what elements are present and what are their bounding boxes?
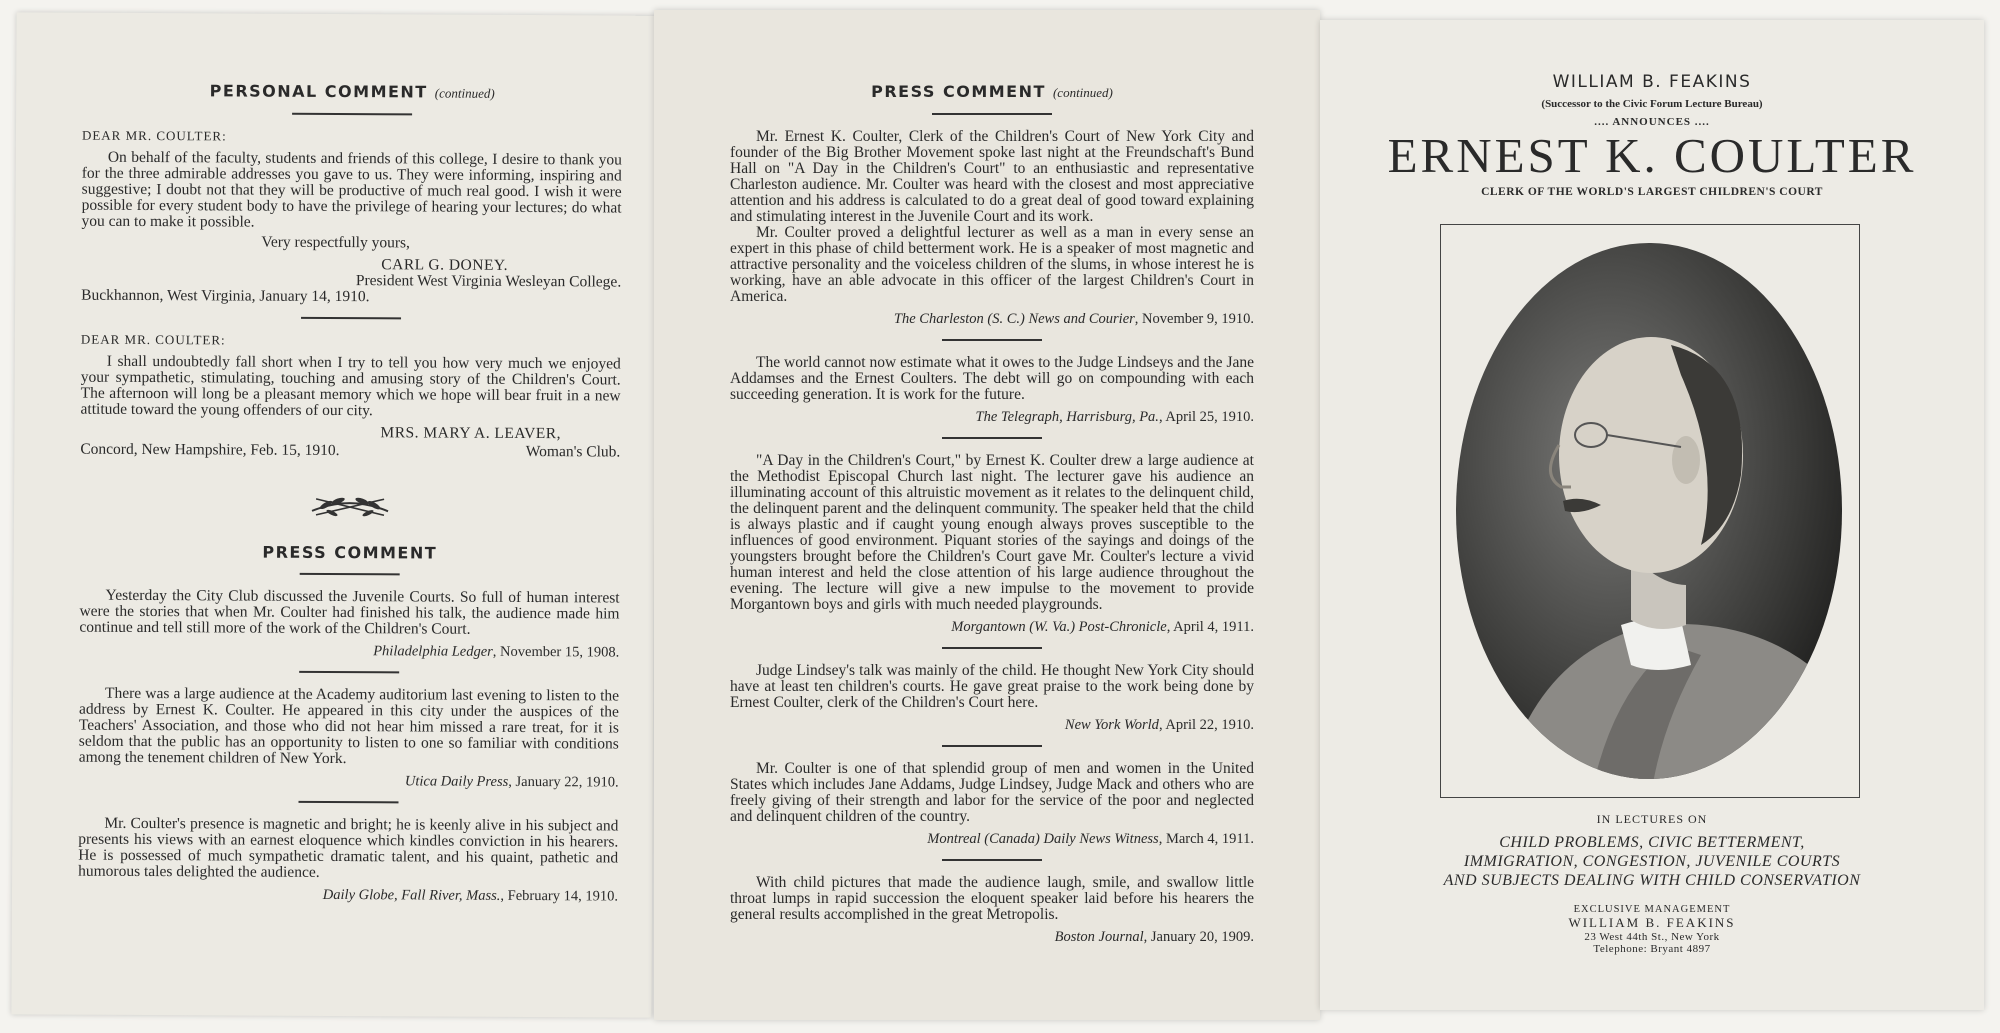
source-date: , April 22, 1910. <box>1158 717 1254 733</box>
lectures-intro: IN LECTURES ON <box>1596 812 1708 826</box>
letter-body: I shall undoubtedly fall short when I try to tell you how very much we enjoyed your sympathetic, stimulating, touching and amusing story of the Children's Court. The afternoon will long be a pleasant memory which we hope will bear fruit in a new attitude toward the young offenders of our city. <box>80 352 621 420</box>
letter-org: Woman's Club. <box>525 443 621 461</box>
salutation: DEAR MR. COULTER: <box>81 127 227 144</box>
source-date: , January 22, 1910. <box>508 773 619 791</box>
left-panel <box>11 12 656 1017</box>
divider <box>292 113 412 116</box>
press-item <box>730 875 1254 945</box>
press-item <box>730 761 1254 847</box>
press-text: Yesterday the City Club discussed the Juvenile Courts. So full of human interest were the stories that when Mr. Coulter had finished his talk, the audience made him continue and tell still more of the work of the Children's Court. <box>79 586 620 638</box>
source-name: Montreal (Canada) Daily News Witness <box>927 831 1159 847</box>
divider <box>300 573 400 576</box>
lectures-section <box>1320 812 1984 955</box>
management-address: 23 West 44th St., New York <box>1584 931 1720 943</box>
management-telephone: Telephone: Bryant 4897 <box>1593 943 1711 955</box>
letter-body: On behalf of the faculty, students and friends of this college, I desire to thank you for the three admirable addresses you gave to us. They were informing, inspiring and suggestive; I doubt not that they will be productive of much real good. I wish it were possible for every student body to have the privilege of hearing your lectures; do what you can to make it possible. <box>81 148 622 231</box>
press-comment-heading: PRESS COMMENT <box>262 542 438 563</box>
topic-line: IMMIGRATION, CONGESTION, JUVENILE COURTS <box>1463 853 1841 870</box>
speaker-name: ERNEST K. COULTER <box>1387 128 1917 183</box>
letter-signer-title: President West Virginia Wesleyan College. <box>355 272 622 291</box>
source-date: , November 9, 1910. <box>1134 311 1254 327</box>
press-text: "A Day in the Children's Court," by Ernest K. Coulter drew a large audience at the Methodist Episcopal Church last night. The lecturer gave his audience an illuminating account of this altruistic movement as it relates to the delinquent child, the delinquent parent and the delinquent community. The speaker held that the child is always plastic and if caught young enough always proves susceptible to the influences of good environment. Piquant stories of the sayings and doings of the youngsters brought before the Children's Court gave Mr. Coulter's lecture a vivid human interest and held the close attention of his large audience throughout the evening. The lecture will give a new impulse to the movement to provide Morgantown boys and girls with much needed playgrounds. <box>730 452 1254 613</box>
management-label: EXCLUSIVE MANAGEMENT <box>1573 904 1731 915</box>
announces-line: .... ANNOUNCES .... <box>1594 116 1710 128</box>
source-date: , November 15, 1908. <box>492 643 620 661</box>
divider <box>299 671 399 674</box>
heading-text: PERSONAL COMMENT <box>209 81 428 102</box>
press-source <box>730 717 1254 733</box>
middle-panel <box>654 10 1320 1020</box>
source-date: , February 14, 1910. <box>500 887 619 905</box>
divider <box>942 437 1042 439</box>
laurel-wreath-icon <box>302 481 398 526</box>
divider <box>942 745 1042 747</box>
press-text: With child pictures that made the audience laugh, smile, and swallow little throat lumps in rapid succession the eloquent speaker laid before his hearers the general results accomplished in the great Metropolis. <box>730 874 1254 923</box>
press-text: Mr. Ernest K. Coulter, Clerk of the Children's Court of New York City and founder of the Big Brother Movement spoke last night at the Freundschaft's Bund Hall on "A Day in the Children's Court" to an enthusiastic and representative Charleston audience. Mr. Coulter was heard with the closest and most appreciative attention and his address is calculated to do a great deal of good toward explaining and stimulating interest in the Juvenile Court and its work. <box>730 128 1254 225</box>
press-source <box>730 929 1254 945</box>
press-source <box>79 642 619 661</box>
left-column <box>78 83 622 905</box>
topic-list <box>1320 833 1984 890</box>
source-name: Philadelphia Ledger <box>373 643 493 660</box>
portrait-frame <box>1440 224 1860 798</box>
heading-note: (continued) <box>1052 85 1113 100</box>
divider <box>942 859 1042 861</box>
source-name: Boston Journal <box>1054 929 1144 945</box>
source-name: New York World <box>1064 717 1159 733</box>
middle-column <box>730 84 1254 945</box>
letter-signer: CARL G. DONEY. <box>381 256 509 274</box>
letter-place: Concord, New Hampshire, Feb. 15, 1910. <box>80 440 340 460</box>
divider <box>301 317 401 320</box>
topic-line: CHILD PROBLEMS, CIVIC BETTERMENT, <box>1499 834 1805 851</box>
press-source <box>78 886 618 905</box>
press-text: Mr. Coulter proved a delightful lecturer as well as a man in every sense an expert in this phase of child betterment work. He is a speaker of most magnetic and attractive personality and the voiceless children of the slums, in whose interest he is working, have an able advocate in this officer of the largest Children's Court in America. <box>730 224 1254 305</box>
press-source <box>79 772 619 791</box>
press-text: Mr. Coulter is one of that splendid group of men and women in the United States which includes Jane Addams, Judge Lindsey, Judge Mack and others who are freely giving of their strength and labor for the service of the poor and neglected and delinquent children of the country. <box>730 760 1254 825</box>
press-source <box>730 311 1254 327</box>
press-item <box>730 453 1254 635</box>
heading-note: (continued) <box>434 85 495 101</box>
source-date: , March 4, 1911. <box>1158 831 1254 847</box>
press-text: Judge Lindsey's talk was mainly of the child. He thought New York City should have at least ten children's courts. He gave great praise to the work being done by Ernest Coulter, clerk of the Children's Court here. <box>730 662 1254 711</box>
letter-signer: MRS. MARY A. LEAVER, <box>380 424 562 443</box>
source-date: , January 20, 1909. <box>1143 929 1254 945</box>
source-name: The Charleston (S. C.) News and Courier <box>893 311 1135 327</box>
divider <box>942 339 1042 341</box>
topic-line: AND SUBJECTS DEALING WITH CHILD CONSERVATION <box>1443 872 1861 889</box>
divider <box>298 801 398 804</box>
press-source <box>730 831 1254 847</box>
divider <box>942 647 1042 649</box>
press-text: There was a large audience at the Academy auditorium last evening to listen to the address by Ernest K. Coulter. He appeared in this city under the auspices of the Teachers' Association, and those who did not hear him missed a rare treat, for it is seldom that the public has an opportunity to listen to one so familiar with conditions among the tenement children of New York. <box>78 684 620 768</box>
source-name: Utica Daily Press <box>404 773 509 790</box>
press-item <box>730 129 1254 327</box>
press-comment-heading <box>730 84 1254 101</box>
heading-text: PRESS COMMENT <box>871 82 1046 101</box>
divider <box>932 113 1052 115</box>
press-source <box>730 409 1254 425</box>
letter-closing: Very respectfully yours, <box>261 233 410 252</box>
right-panel-cover <box>1320 20 1984 1010</box>
press-item <box>730 355 1254 425</box>
letter-place-row <box>80 442 620 461</box>
source-name: The Telegraph, Harrisburg, Pa. <box>975 409 1159 425</box>
speaker-title: CLERK OF THE WORLD'S LARGEST CHILDREN'S COURT <box>1481 186 1823 198</box>
cover-header <box>1320 20 1984 198</box>
press-item <box>730 663 1254 733</box>
source-date: , April 4, 1911. <box>1166 619 1254 635</box>
letter-place: Buckhannon, West Virginia, January 14, 1910. <box>81 286 370 306</box>
management-name: WILLIAM B. FEAKINS <box>1568 915 1736 930</box>
salutation: DEAR MR. COULTER: <box>80 331 226 348</box>
source-name: Daily Globe, Fall River, Mass. <box>322 886 501 904</box>
press-item <box>79 588 619 661</box>
portrait-photo <box>1441 225 1858 796</box>
source-name: Morgantown (W. Va.) Post-Chronicle <box>951 619 1167 635</box>
press-text: The world cannot now estimate what it owes to the Judge Lindseys and the Jane Addamses and the Ernest Coulters. The debt will go on compounding with each succeeding generation. It is work for the future. <box>730 354 1254 403</box>
press-source <box>730 619 1254 635</box>
personal-comment-heading <box>82 83 622 103</box>
agent-name: WILLIAM B. FEAKINS <box>1552 72 1752 92</box>
source-date: , April 25, 1910. <box>1158 409 1254 425</box>
press-item <box>79 686 620 791</box>
agent-successor-note: (Successor to the Civic Forum Lecture Bureau) <box>1541 98 1763 110</box>
press-item <box>78 816 618 905</box>
press-text: Mr. Coulter's presence is magnetic and bright; he is keenly alive in his subject and presents his views with an earnest eloquence which kindles conviction in his hearers. He is possessed of much sympathetic dramatic talent, and his quaint, pathetic and humorous tales delighted the audience. <box>78 814 619 881</box>
